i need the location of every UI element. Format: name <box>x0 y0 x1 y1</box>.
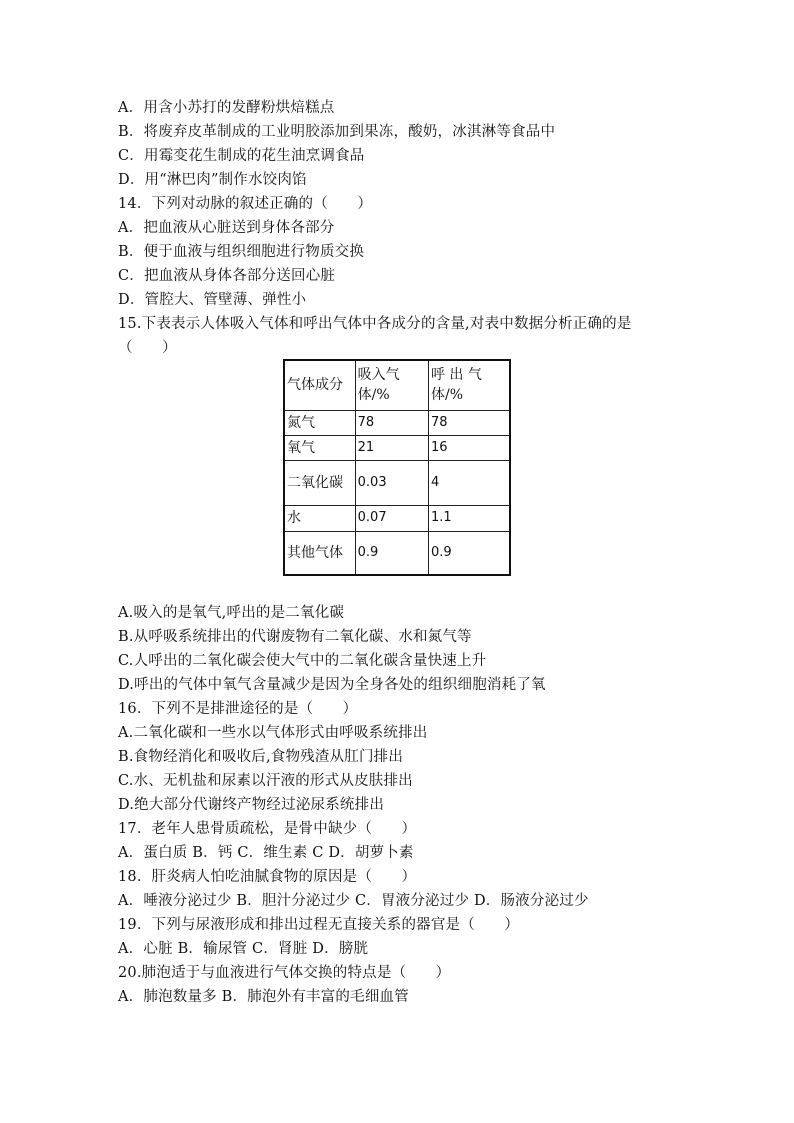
table-row <box>284 505 510 531</box>
table-row <box>284 531 510 575</box>
option-15d: D.呼出的气体中氧气含量减少是因为全身各处的组织细胞消耗了氧 <box>118 677 546 693</box>
table-header-cell: 呼 出 气 体/% <box>428 360 510 410</box>
table-cell: 78 <box>428 410 510 435</box>
option-16a: A.二氧化碳和一些水以气体形式由呼吸系统排出 <box>118 725 428 741</box>
option-14c: C．把血液从身体各部分送回心脏 <box>118 268 336 284</box>
table-cell: 其他气体 <box>284 531 355 575</box>
options-20: A．肺泡数量多 B．肺泡外有丰富的毛细血管 <box>118 989 409 1005</box>
option-13c: C．用霉变花生制成的花生油烹调食品 <box>118 148 365 164</box>
table-cell: 4 <box>428 460 510 505</box>
table-cell: 氧气 <box>284 435 355 460</box>
options-18: A．唾液分泌过少 B．胆汁分泌过少 C．胃液分泌过少 D．肠液分泌过少 <box>118 893 589 909</box>
option-15c: C.人呼出的二氧化碳会使大气中的二氧化碳含量快速上升 <box>118 653 487 669</box>
table-row <box>284 460 510 505</box>
question-18: 18．肝炎病人怕吃油腻食物的原因是（ ） <box>118 869 417 885</box>
option-13d: D．用“淋巴肉”制作水饺肉馅 <box>118 172 307 188</box>
table-row <box>284 410 510 435</box>
option-14b: B．便于血液与组织细胞进行物质交换 <box>118 244 365 260</box>
table-header-cell: 气体成分 <box>284 360 355 410</box>
table-header-cell: 吸入气体/% <box>355 360 428 410</box>
table-cell: 0.03 <box>355 460 428 505</box>
question-20: 20.肺泡适于与血液进行气体交换的特点是（ ） <box>118 965 451 981</box>
question-16: 16．下列不是排泄途径的是（ ） <box>118 701 358 717</box>
table-cell: 0.9 <box>428 531 510 575</box>
option-13a: A．用含小苏打的发酵粉烘焙糕点 <box>118 100 335 116</box>
table-cell: 78 <box>355 410 428 435</box>
option-15b: B.从呼吸系统排出的代谢废物有二氧化碳、水和氮气等 <box>118 629 472 645</box>
table-cell: 16 <box>428 435 510 460</box>
table-cell: 氮气 <box>284 410 355 435</box>
option-14d: D．管腔大、管壁薄、弹性小 <box>118 292 307 308</box>
options-17: A．蛋白质 B．钙 C．维生素 C D．胡萝卜素 <box>118 845 414 861</box>
table-cell: 二氧化碳 <box>284 460 355 505</box>
table-cell: 1.1 <box>428 505 510 531</box>
table-cell: 0.07 <box>355 505 428 531</box>
option-16d: D.绝大部分代谢终产物经过泌尿系统排出 <box>118 797 385 813</box>
option-16c: C.水、无机盐和尿素以汗液的形式从皮肤排出 <box>118 773 413 789</box>
gas-composition-table <box>283 359 511 576</box>
question-15-bracket: （ ） <box>118 340 177 356</box>
question-14: 14．下列对动脉的叙述正确的（ ） <box>118 196 373 212</box>
table-row <box>284 435 510 460</box>
question-15: 15.下表表示人体吸入气体和呼出气体中各成分的含量,对表中数据分析正确的是 <box>118 316 632 332</box>
option-16b: B.食物经消化和吸收后,食物残渣从肛门排出 <box>118 749 404 765</box>
question-17: 17．老年人患骨质疏松，是骨中缺少（ ） <box>118 821 417 837</box>
table-cell: 0.9 <box>355 531 428 575</box>
table-header-row <box>284 360 510 410</box>
question-19: 19．下列与尿液形成和排出过程无直接关系的器官是（ ） <box>118 917 520 933</box>
table-cell: 水 <box>284 505 355 531</box>
table-cell: 21 <box>355 435 428 460</box>
option-14a: A．把血液从心脏送到身体各部分 <box>118 220 335 236</box>
options-19: A．心脏 B．输尿管 C．肾脏 D．膀胱 <box>118 941 369 957</box>
option-13b: B．将废弃皮革制成的工业明胶添加到果冻，酸奶，冰淇淋等食品中 <box>118 124 556 140</box>
option-15a: A.吸入的是氧气,呼出的是二氧化碳 <box>118 605 345 621</box>
